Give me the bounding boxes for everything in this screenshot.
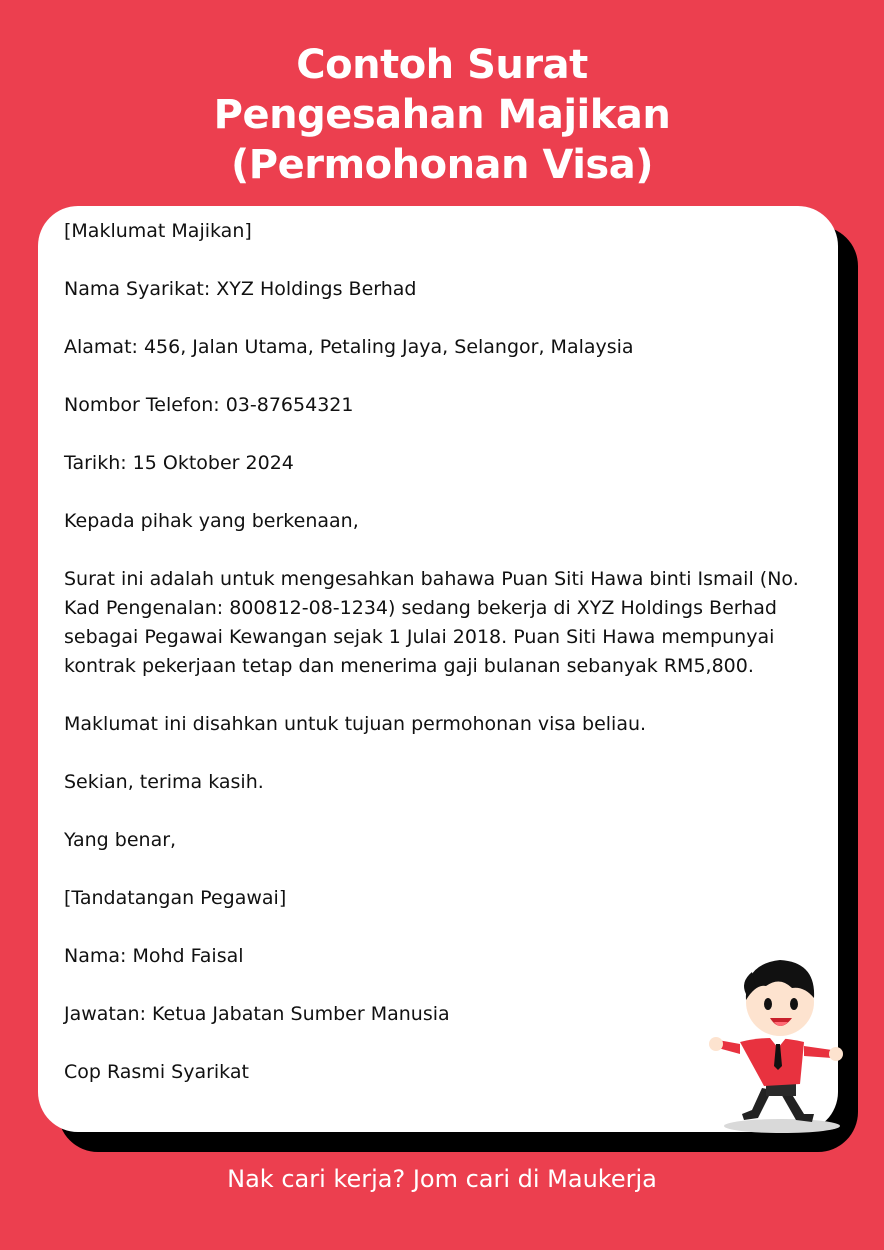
letter-date: Tarikh: 15 Oktober 2024 bbox=[64, 452, 294, 474]
salutation: Kepada pihak yang berkenaan, bbox=[64, 510, 359, 532]
signature-placeholder: [Tandatangan Pegawai] bbox=[64, 887, 287, 909]
signatory-position: Jawatan: Ketua Jabatan Sumber Manusia bbox=[64, 1003, 450, 1025]
signatory-name: Nama: Mohd Faisal bbox=[64, 945, 244, 967]
page-title bbox=[0, 40, 884, 190]
letter-purpose: Maklumat ini disahkan untuk tujuan permohonan visa beliau. bbox=[64, 713, 647, 735]
mascot-illustration bbox=[700, 942, 860, 1142]
title-line-1: Contoh Surat bbox=[296, 42, 588, 88]
company-stamp: Cop Rasmi Syarikat bbox=[64, 1061, 249, 1083]
company-address: Alamat: 456, Jalan Utama, Petaling Jaya, Selangor, Malaysia bbox=[64, 336, 634, 358]
sign-off: Yang benar, bbox=[64, 829, 177, 851]
company-name: Nama Syarikat: XYZ Holdings Berhad bbox=[64, 278, 417, 300]
footer-tagline: Nak cari kerja? Jom cari di Maukerja bbox=[227, 1165, 657, 1193]
letter-body: Surat ini adalah untuk mengesahkan bahawa Puan Siti Hawa binti Ismail (No. Kad Pengenalan: 800812-08-1234) sedang bekerja di XYZ Holdings Berhad sebagai Pegawai Kewangan sejak 1 Julai 2018. Puan Siti Hawa mempunyai kontrak pekerjaan tetap dan menerima gaji bulanan sebanyak RM5,800. bbox=[64, 568, 799, 677]
title-line-2: Pengesahan Majikan bbox=[213, 92, 671, 138]
company-phone: Nombor Telefon: 03-87654321 bbox=[64, 394, 354, 416]
closing: Sekian, terima kasih. bbox=[64, 771, 264, 793]
title-line-3: (Permohonan Visa) bbox=[231, 142, 653, 188]
employer-info-header: [Maklumat Majikan] bbox=[64, 220, 252, 242]
